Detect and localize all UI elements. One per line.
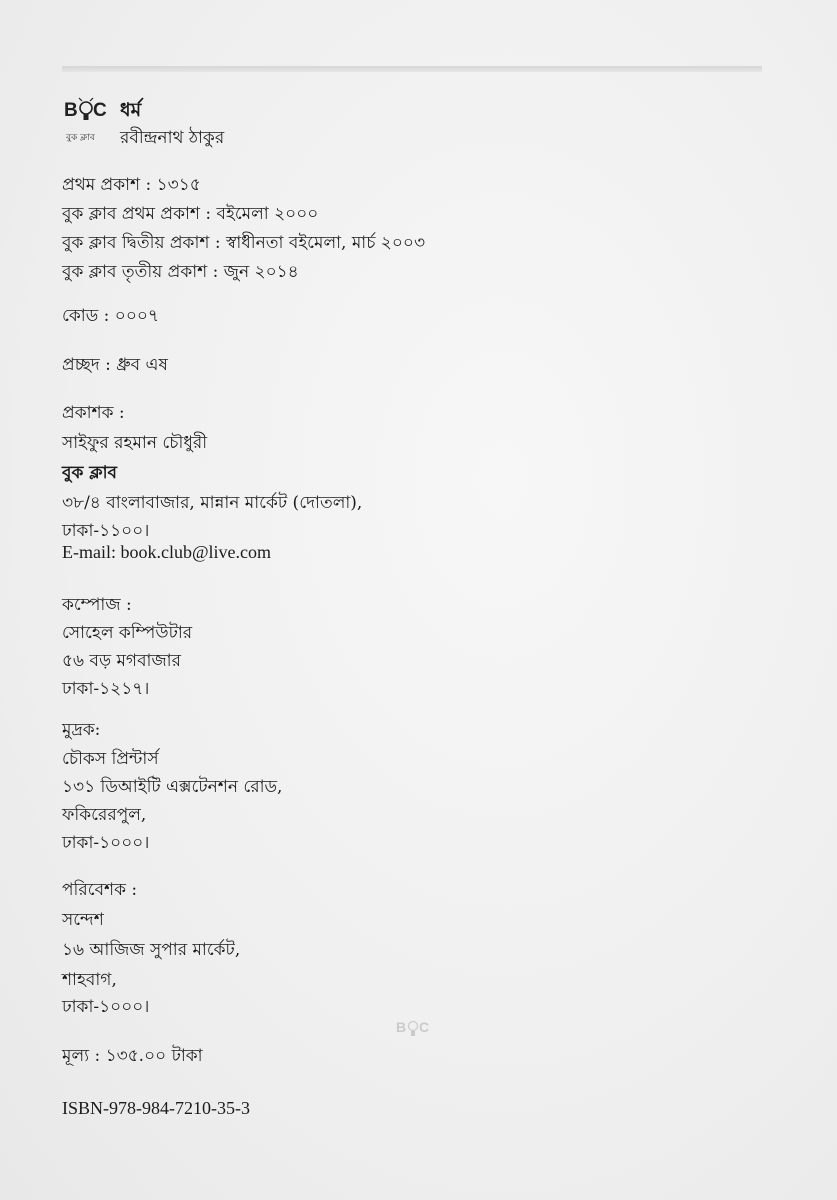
svg-text:B: B — [64, 100, 78, 121]
publisher-org: বুক ক্লাব — [62, 463, 117, 483]
edition-line: বুক ক্লাব প্রথম প্রকাশ : বইমেলা ২০০০ — [62, 204, 319, 224]
edition-line: প্রথম প্রকাশ : ১৩১৫ — [62, 175, 201, 195]
edition-line: বুক ক্লাব তৃতীয় প্রকাশ : জুন ২০১৪ — [62, 262, 299, 282]
compose-label: কম্পোজ : — [62, 595, 132, 615]
printer-name: চৌকস প্রিন্টার্স — [62, 749, 159, 769]
price-line: মূল্য : ১৩৫.০০ টাকা — [62, 1046, 203, 1066]
book-title: ধর্ম — [120, 99, 142, 121]
book-author: রবীন্দ্রনাথ ঠাকুর — [120, 128, 225, 148]
printer-area: ফকিরেরপুল, — [62, 805, 147, 825]
distributor-address: ১৬ আজিজ সুপার মার্কেট, — [62, 940, 241, 960]
printer-label: মুদ্রক: — [62, 720, 101, 740]
book-club-logo-icon — [64, 96, 114, 130]
publisher-city: ঢাকা-১১০০। — [62, 521, 150, 541]
publisher-name: সাইফুর রহমান চৌধুরী — [62, 433, 208, 453]
publisher-address: ৩৮/৪ বাংলাবাজার, মান্নান মার্কেট (দোতলা), — [62, 493, 363, 513]
top-rule — [62, 66, 762, 72]
compose-address: ৫৬ বড় মগবাজার — [62, 651, 181, 671]
distributor-city: ঢাকা-১০০০। — [62, 997, 150, 1017]
printer-address: ১৩১ ডিআইটি এক্সটেনশন রোড, — [62, 777, 283, 797]
logo-subtitle: বুক ক্লাব — [66, 133, 95, 143]
distributor-area: শাহবাগ, — [62, 970, 117, 990]
compose-city: ঢাকা-১২১৭। — [62, 679, 150, 699]
isbn-line: ISBN-978-984-7210-35-3 — [62, 1098, 250, 1118]
edition-line: বুক ক্লাব দ্বিতীয় প্রকাশ : স্বাধীনতা বইমেলা, মার্চ ২০০৩ — [62, 233, 426, 253]
bleed-through-logo-icon — [396, 1016, 436, 1056]
svg-text:B: B — [396, 1019, 407, 1035]
distributor-name: সন্দেশ — [62, 910, 104, 930]
code-line: কোড : ০০০৭ — [62, 306, 159, 326]
svg-text:C: C — [419, 1019, 430, 1035]
publisher-label: প্রকাশক : — [62, 403, 125, 423]
printer-city: ঢাকা-১০০০। — [62, 833, 150, 853]
publisher-email: E-mail: book.club@live.com — [62, 542, 272, 562]
cover-artist-line: প্রচ্ছদ : ধ্রুব এষ — [62, 355, 168, 375]
book-club-logo — [64, 96, 114, 144]
distributor-label: পরিবেশক : — [62, 880, 138, 900]
svg-text:C: C — [93, 100, 107, 121]
compose-name: সোহেল কম্পিউটার — [62, 623, 193, 643]
